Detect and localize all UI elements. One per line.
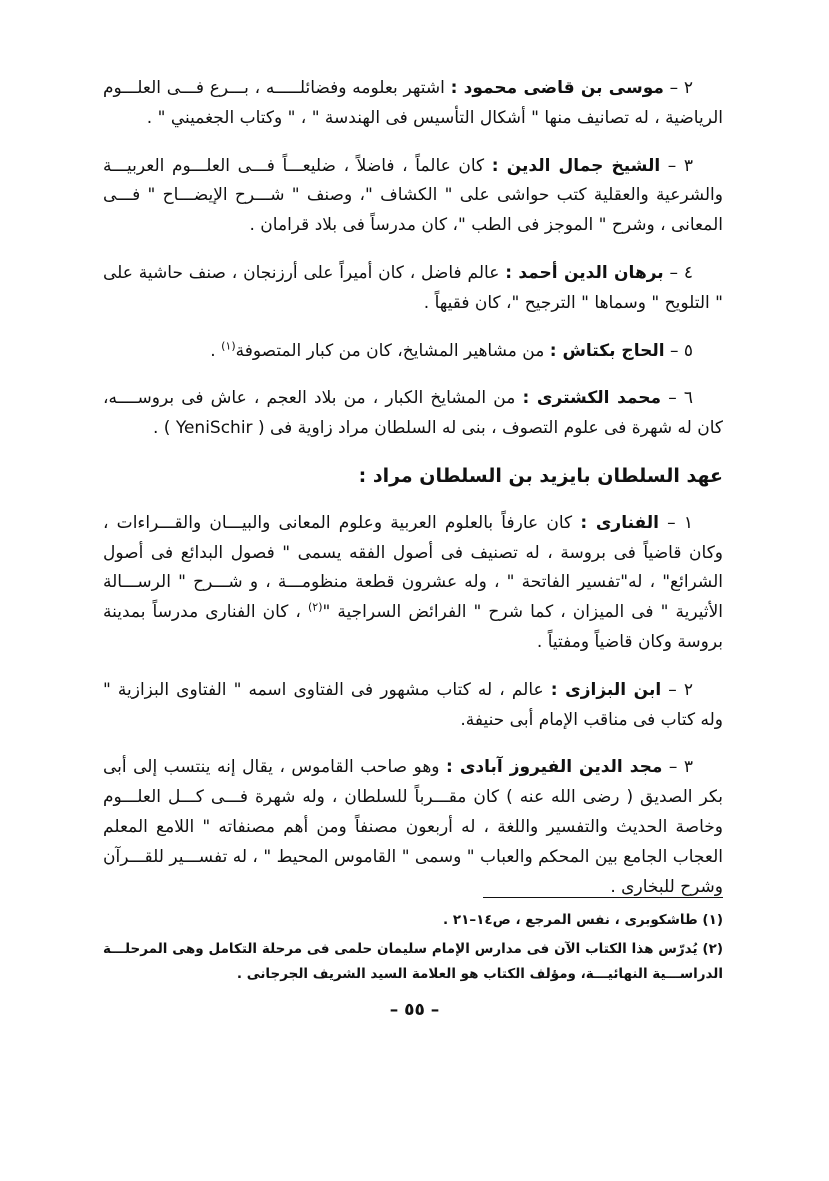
entry-firuzabadi: ٣ – مجد الدين الفيروز آبادى : وهو صاحب القاموس ، يقال إنه ينتسب إلى أبى بكر الصديق ( رضى الله عنه ) كان مقـــرباً للسلطان ، وله شهرة فـــى كـــل العلـــوم وخاصة الحديث والتفسير واللغة ، له أربعون مصنفاً ومن أهم مصنفاته " اللامع المعلم العجاب الجامع بين المحكم والعباب " وسمى " القاموس المحيط " ، له تفســـير للقـــرآن وشرح للبخارى .	[103, 757, 723, 897]
entry-name: الفنارى :	[580, 512, 659, 533]
entry-text: اشتهر بعلومه وفضائلـــــه ، بـــرع فـــى العلـــوم الرياضية ، له تصانيف منها " أشكال التأسيس فى الهندسة " ، " وكتاب الجغميني " .	[103, 78, 723, 128]
entry-text: عالم ، له كتاب مشهور فى الفتاوى اسمه " الفتاوى البزازية " وله كتاب فى مناقب الإمام أبى حنيفة.	[103, 679, 723, 730]
entry-name: مجد الدين الفيروز آبادى :	[446, 757, 663, 778]
entry-name: ابن البزازى :	[550, 679, 662, 700]
entry-burhan: ٤ – برهان الدين أحمد : عالم فاضل ، كان أميراً على أرزنجان ، صنف حاشية على " التلويح " وسماها " الترجيح "، كان فقيهاً .	[103, 262, 723, 313]
section-heading: عهد السلطان بايزيد بن السلطان مراد :	[358, 464, 723, 487]
page-number: – ٥٥ –	[389, 1000, 440, 1020]
entry-text: من المشايخ الكبار ، من بلاد العجم ، عاش فى بروســــه، كان له شهرة فى علوم التصوف ، بنى له السلطان مراد زاوية فى ( YeniSchir ) .	[103, 388, 723, 439]
footnote-ref[interactable]: (١)	[221, 338, 236, 352]
entry-name: محمد الكشترى :	[522, 388, 662, 409]
entry-bektash: ٥ – الحاج بكتاش : من مشاهير المشايخ، كان من كبار المتصوفة$^{(١)}$ .	[210, 338, 693, 361]
entry-text: من مشاهير المشايخ، كان من كبار المتصوفة	[235, 340, 545, 361]
entry-text: وهو صاحب القاموس ، يقال إنه ينتسب إلى أبى بكر الصديق ( رضى الله عنه ) كان مقـــرباً للسلطان ، وله شهرة فـــى كـــل العلـــوم وخاصة الحديث والتفسير واللغة ، له أربعون مصنفاً ومن أهم مصنفاته " اللامع المعلم العجاب الجامع بين المحكم والعباب " وسمى " القاموس المحيط " ، له تفســـير للقـــرآن وشرح للبخارى .	[103, 757, 723, 897]
entry-musa: ٢ – موسى بن قاضى محمود : اشتهر بعلومه وفضائلـــــه ، بـــرع فـــى العلـــوم الرياضية ، له تصانيف منها " أشكال التأسيس فى الهندسة " ، " وكتاب الجغميني " .	[103, 78, 723, 128]
entry-text: عالم فاضل ، كان أميراً على أرزنجان ، صنف حاشية على " التلويح " وسماها " الترجيح "، كان فقيهاً .	[103, 262, 723, 313]
footnotes	[103, 908, 723, 991]
entry-jamal: ٣ – الشيخ جمال الدين : كان عالماً ، فاضلاً ، ضليعـــاً فـــى العلـــوم العربيـــة والشرعية والعقلية كتب حواشى على " الكشاف "، وصنف " شـــرح الإيضـــاح " فـــى المعانى ، وشرح " الموجز فى الطب "، كان مدرساً فى بلاد قرامان .	[103, 155, 723, 236]
entry-name: موسى بن قاضى محمود :	[450, 78, 664, 98]
entry-text: كان عالماً ، فاضلاً ، ضليعـــاً فـــى العلـــوم العربيـــة والشرعية والعقلية كتب حواشى على " الكشاف "، وصنف " شـــرح الإيضـــاح " فـــى المعانى ، وشرح " الموجز فى الطب "، كان مدرساً فى بلاد قرامان .	[103, 155, 723, 236]
entry-name: الشيخ جمال الدين :	[491, 155, 661, 176]
footnote-1: (١) طاشكوبرى ، نفس المرجع ، ص١٤–٢١ .	[443, 912, 723, 928]
entry-fanari: ١ – الفنارى : كان عارفاً بالعلوم العربية وعلوم المعانى والبيـــان والقـــراءات ، وكان قاضياً فى بروسة ، له تصنيف فى أصول الفقه يسمى " فصول البدائع فى أصول الشرائع" ، له"تفسير الفاتحة " ، وله عشرون قطعة منظومـــة ، و شـــرح " الرســـالة الأثيرية " فى الميزان ، كما شرح " الفرائض السراجية "$^{(٢)}$ ، كان الفنارى مدرساً بمدينة بروسة وكان قاضياً ومفتياً .	[103, 512, 723, 652]
footnote-divider	[483, 897, 723, 898]
main-text	[103, 74, 723, 920]
footnote-ref[interactable]: (٢)	[307, 600, 323, 614]
footnote-2: (٢) يُدرّس هذا الكتاب الآن فى مدارس الإمام سليمان حلمى فى مرحلة التكامل وهى المرحلـــة الدراســـية النهائيـــة، ومؤلف الكتاب هو العلامة السيد الشريف الجرجانى .	[103, 941, 723, 982]
entry-name: الحاج بكتاش :	[549, 340, 665, 361]
entry-bazzazi: ٢ – ابن البزازى : عالم ، له كتاب مشهور فى الفتاوى اسمه " الفتاوى البزازية " وله كتاب فى مناقب الإمام أبى حنيفة.	[103, 679, 723, 730]
entry-text: كان عارفاً بالعلوم العربية وعلوم المعانى والبيـــان والقـــراءات ، وكان قاضياً فى بروسة ، له تصنيف فى أصول الفقه يسمى " فصول البدائع فى أصول الشرائع" ، له"تفسير الفاتحة " ، وله عشرون قطعة منظومـــة ، و شـــرح " الرســـالة الأثيرية " فى الميزان ، كما شرح " الفرائض السراجية "	[103, 512, 723, 623]
entry-name: برهان الدين أحمد :	[505, 262, 664, 283]
entry-kashtari: ٦ – محمد الكشترى : من المشايخ الكبار ، من بلاد العجم ، عاش فى بروســــه، كان له شهرة فى علوم التصوف ، بنى له السلطان مراد زاوية فى ( YeniSchir ) .	[103, 388, 723, 439]
